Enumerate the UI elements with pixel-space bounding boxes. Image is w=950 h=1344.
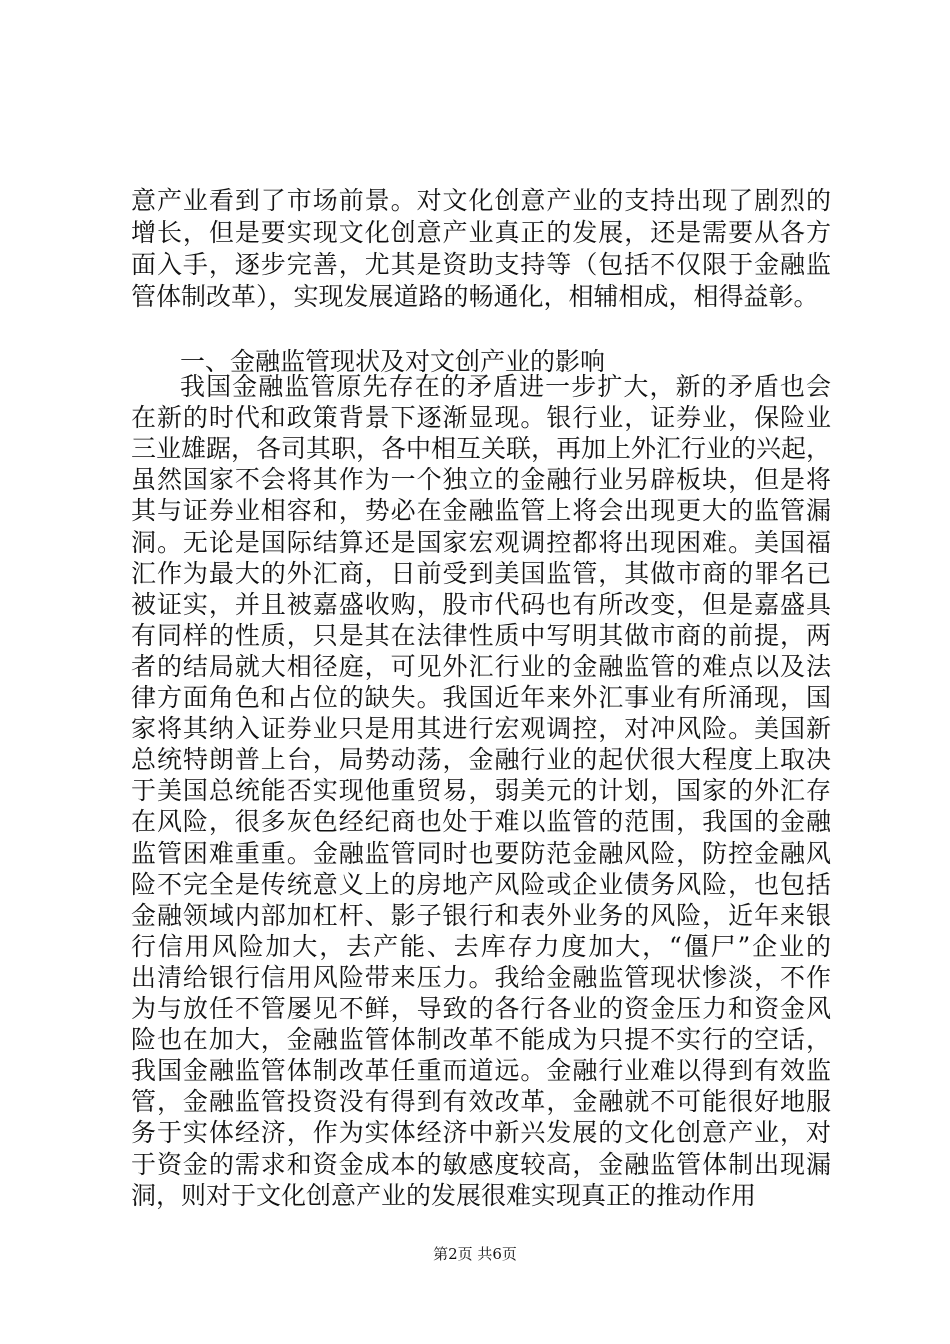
section-heading: 一、金融监管现状及对文创产业的影响 bbox=[180, 347, 606, 376]
text-line: 汇作为最大的外汇商，日前受到美国监管，其做市商的罪名已 bbox=[131, 559, 831, 588]
text-line: 我国金融监管原先存在的矛盾进一步扩大，新的矛盾也会 bbox=[180, 372, 831, 401]
text-line: 管，金融监管投资没有得到有效改革，金融就不可能很好地服 bbox=[131, 1087, 831, 1116]
text-line: 为与放任不管屡见不鲜，导致的各行各业的资金压力和资金风 bbox=[131, 994, 831, 1023]
text-line: 务于实体经济，作为实体经济中新兴发展的文化创意产业，对 bbox=[131, 1118, 831, 1147]
text-line: 于资金的需求和资金成本的敏感度较高，金融监管体制出现漏 bbox=[131, 1150, 831, 1179]
text-line: 我国金融监管体制改革任重而道远。金融行业难以得到有效监 bbox=[131, 1056, 831, 1085]
text-line: 有同样的性质，只是其在法律性质中写明其做市商的前提，两 bbox=[131, 621, 831, 650]
text-line: 监管困难重重。金融监管同时也要防范金融风险，防控金融风 bbox=[131, 839, 831, 868]
text-line: 于美国总统能否实现他重贸易，弱美元的计划，国家的外汇存 bbox=[131, 776, 831, 805]
text-line: 增长，但是要实现文化创意产业真正的发展，还是需要从各方 bbox=[131, 218, 831, 247]
text-line: 行信用风险加大，去产能、去库存力度加大，“僵尸”企业的 bbox=[131, 932, 831, 961]
text-line: 洞，则对于文化创意产业的发展很难实现真正的推动作用 bbox=[131, 1181, 757, 1210]
text-line: 总统特朗普上台，局势动荡，金融行业的起伏很大程度上取决 bbox=[131, 745, 831, 774]
text-line: 意产业看到了市场前景。对文化创意产业的支持出现了剧烈的 bbox=[131, 186, 831, 215]
page-footer: 第2页 共6页 bbox=[433, 1245, 517, 1263]
text-line: 险也在加大，金融监管体制改革不能成为只提不实行的空话， bbox=[131, 1025, 831, 1054]
text-line: 出清给银行信用风险带来压力。我给金融监管现状惨淡，不作 bbox=[131, 963, 831, 992]
text-line: 管体制改革），实现发展道路的畅通化，相辅相成，相得益彰。 bbox=[131, 282, 819, 311]
text-line: 险不完全是传统意义上的房地产风险或企业债务风险，也包括 bbox=[131, 870, 831, 899]
text-line: 律方面角色和占位的缺失。我国近年来外汇事业有所涌现，国 bbox=[131, 683, 831, 712]
text-line: 者的结局就大相径庭，可见外汇行业的金融监管的难点以及法 bbox=[131, 652, 831, 681]
text-line: 其与证券业相容和，势必在金融监管上将会出现更大的监管漏 bbox=[131, 496, 831, 525]
text-line: 在风险，很多灰色经纪商也处于难以监管的范围，我国的金融 bbox=[131, 807, 831, 836]
text-line: 洞。无论是国际结算还是国家宏观调控都将出现困难。美国福 bbox=[131, 528, 831, 557]
text-line: 三业雄踞，各司其职，各中相互关联，再加上外汇行业的兴起， bbox=[131, 434, 832, 463]
text-line: 在新的时代和政策背景下逐渐显现。银行业，证券业，保险业 bbox=[131, 403, 831, 432]
text-line: 金融领域内部加杠杆、影子银行和表外业务的风险，近年来银 bbox=[131, 901, 831, 930]
text-line: 家将其纳入证券业只是用其进行宏观调控，对冲风险。美国新 bbox=[131, 714, 831, 743]
text-line: 面入手，逐步完善，尤其是资助支持等（包括不仅限于金融监 bbox=[131, 250, 831, 279]
text-line: 虽然国家不会将其作为一个独立的金融行业另辟板块，但是将 bbox=[131, 465, 831, 494]
text-line: 被证实，并且被嘉盛收购，股市代码也有所改变，但是嘉盛具 bbox=[131, 590, 831, 619]
